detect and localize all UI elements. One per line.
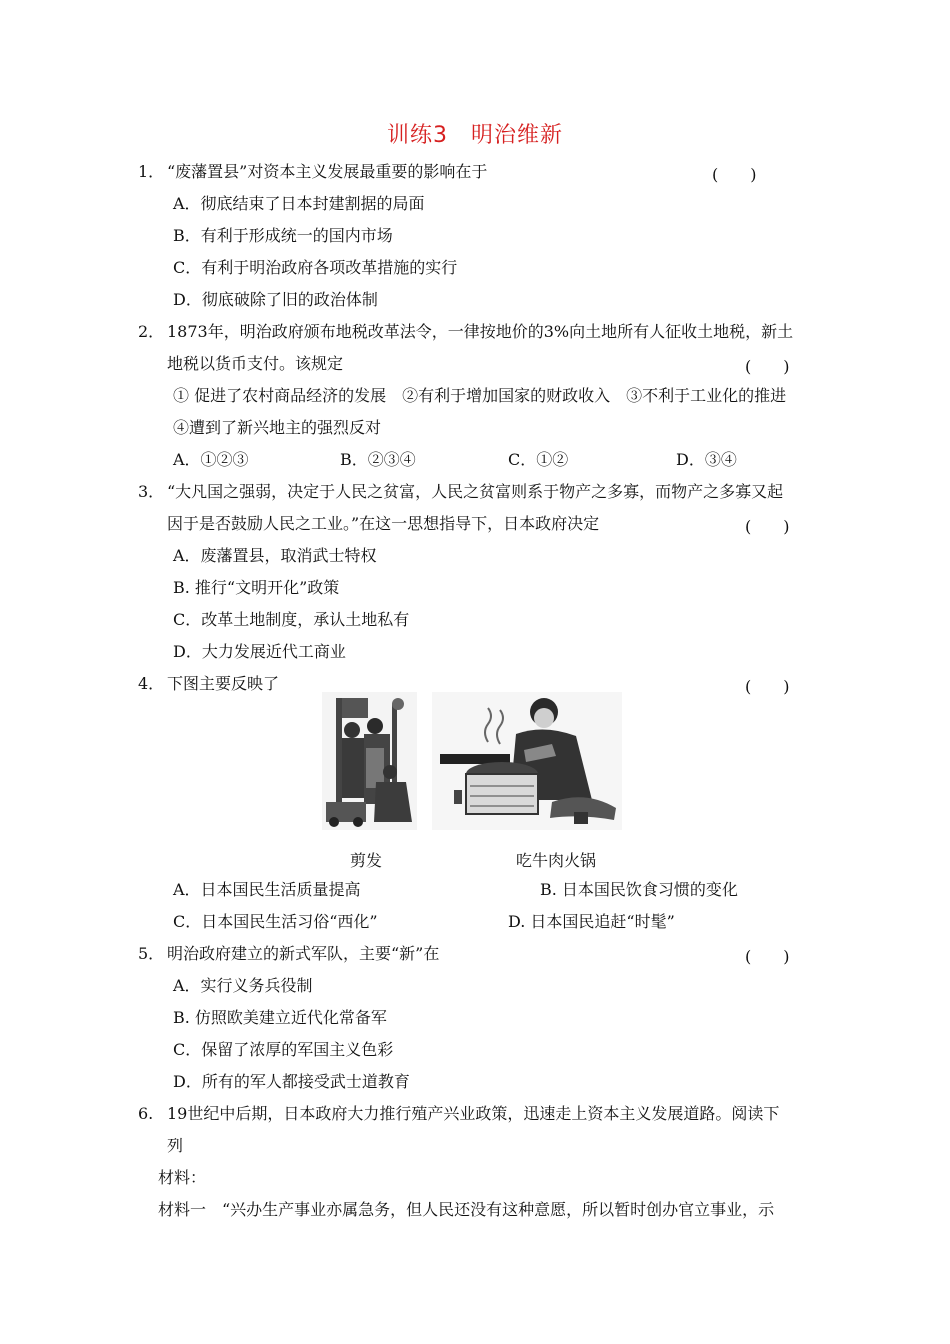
option-b: B. 推行“文明开化”政策 [173, 578, 340, 597]
page-title: 训练3 明治维新 [387, 123, 563, 148]
option-d: D．大力发展近代工商业 [173, 642, 346, 661]
question-stem: “大凡国之强弱，决定于人民之贫富，人民之贫富则系于物产之多寡，而物产之多寡又起 [167, 482, 784, 501]
option-d: D．所有的军人都接受武士道教育 [173, 1072, 410, 1091]
option-d: D．③④ [676, 450, 737, 469]
option-c: C．有利于明治政府各项改革措施的实行 [173, 258, 458, 277]
option-c: C．改革土地制度，承认土地私有 [173, 610, 410, 629]
option-a: A．实行义务兵役制 [173, 976, 313, 995]
question-stem: 下图主要反映了 [167, 674, 280, 693]
option-c: C．日本国民生活习俗“西化” [173, 912, 378, 931]
statement-line: ④遭到了新兴地主的强烈反对 [173, 418, 382, 437]
question-stem: 19世纪中后期，日本政府大力推行殖产兴业政策，迅速走上资本主义发展道路。阅读下 [167, 1104, 780, 1123]
question-number: 1． [138, 162, 165, 181]
question-stem: 1873年，明治政府颁布地税改革法令，一律按地价的3%向土地所有人征收土地税，新土 [167, 322, 794, 341]
option-a: A．废藩置县，取消武士特权 [173, 546, 377, 565]
question-stem: 明治政府建立的新式军队，主要“新”在 [167, 944, 440, 963]
material-label: 材料： [158, 1168, 207, 1187]
question-stem: “废藩置县”对资本主义发展最重要的影响在于 [167, 162, 488, 181]
question-number: 6. [138, 1104, 154, 1123]
question-number: 3． [138, 482, 165, 501]
option-b: B．②③④ [340, 450, 416, 469]
option-a: A．①②③ [173, 450, 249, 469]
option-a: A．彻底结束了日本封建割据的局面 [173, 194, 425, 213]
option-c: C．①② [508, 450, 569, 469]
question-stem-cont: 列 [167, 1136, 184, 1155]
option-a: A．日本国民生活质量提高 [173, 880, 361, 899]
answer-blank: ( ) [712, 165, 757, 184]
caption-haircut: 剪发 [350, 851, 383, 870]
answer-blank: ( ) [745, 517, 790, 536]
caption-hotpot: 吃牛肉火锅 [516, 851, 597, 870]
question-number: 4． [138, 674, 165, 693]
material-one: 材料一 “兴办生产事业亦属急务，但人民还没有这种意愿，所以暂时创办官立事业，示 [158, 1200, 775, 1219]
answer-blank: ( ) [745, 947, 790, 966]
option-b: B. 仿照欧美建立近代化常备军 [173, 1008, 387, 1027]
option-d: D．彻底破除了旧的政治体制 [173, 290, 378, 309]
statement-line: ① 促进了农村商品经济的发展 ②有利于增加国家的财政收入 ③不利于工业化的推进 [173, 386, 787, 405]
option-b: B. 日本国民饮食习惯的变化 [540, 880, 738, 899]
question-stem-cont: 地税以货币支付。该规定 [167, 354, 344, 373]
question-number: 2． [138, 322, 165, 341]
woodcut-illustration [320, 690, 625, 835]
hotpot-scene-image [432, 692, 622, 830]
question-number: 5． [138, 944, 165, 963]
option-c: C．保留了浓厚的军国主义色彩 [173, 1040, 394, 1059]
answer-blank: ( ) [745, 677, 790, 696]
option-b: B．有利于形成统一的国内市场 [173, 226, 393, 245]
option-d: D. 日本国民追赶“时髦” [508, 912, 675, 931]
question-stem-cont: 因于是否鼓励人民之工业。”在这一思想指导下，日本政府决定 [167, 514, 600, 533]
haircut-scene-image [322, 692, 417, 830]
answer-blank: ( ) [745, 357, 790, 376]
